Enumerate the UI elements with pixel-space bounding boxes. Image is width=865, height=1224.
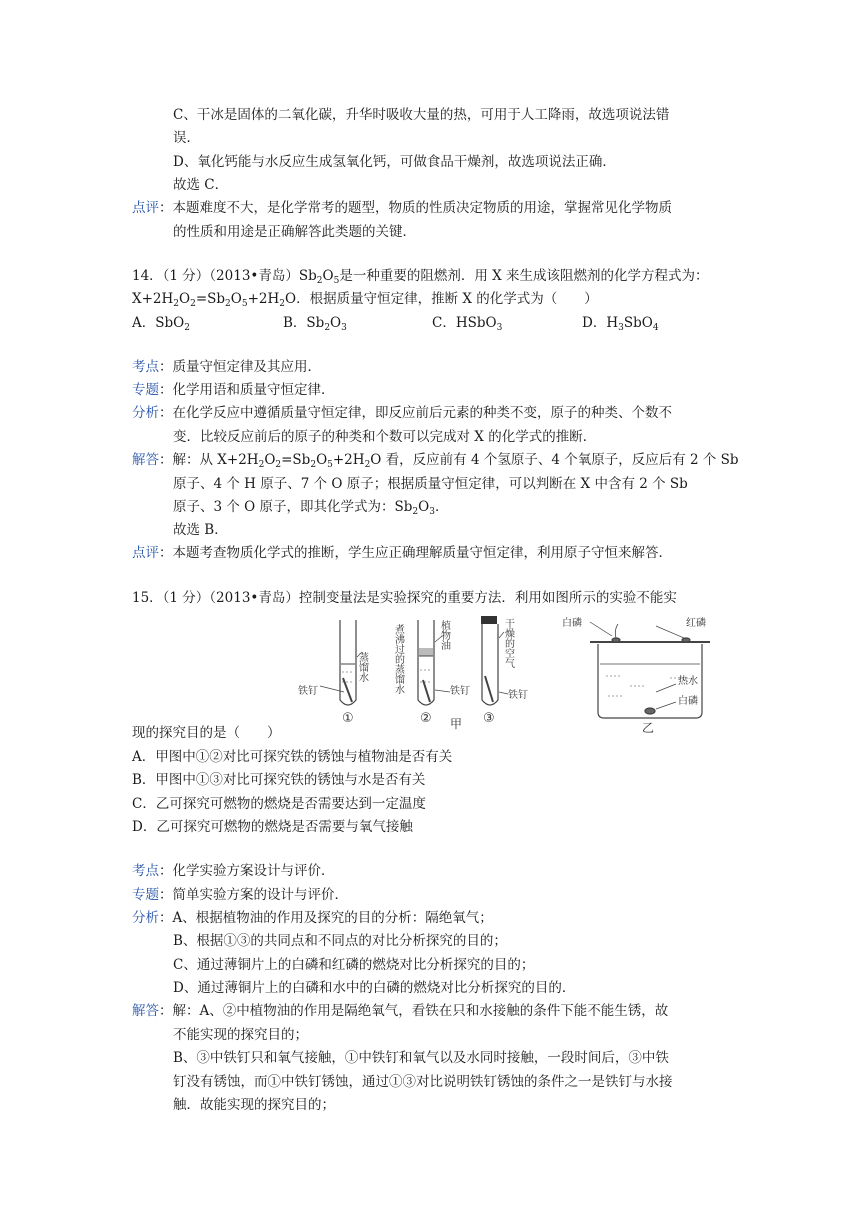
subscript: 2 [324,323,331,333]
dianping-text: ：本题考查物质化学式的推断，学生应正确理解质量守恒定律，利用原子守恒来解答． [159,545,672,561]
stem-text: O [179,291,191,307]
q15-kaodian [132,860,335,882]
subscript: 2 [412,507,419,517]
q14-option-d [582,312,659,334]
label-dry-air: 干燥的空气 [502,618,514,668]
jieda-text: O 看，反应前有 4 个氢原子、4 个氧原子，反应后有 2 个 Sb [370,452,739,468]
zhuanti-text: ：简单实验方案的设计与评价． [159,887,348,903]
comment-line [132,197,672,219]
subscript: 3 [496,323,503,333]
stem-text: =Sb [195,291,226,307]
fenxi-text: ：A、根据植物油的作用及探究的目的分析：隔绝氧气； [159,910,493,926]
stem-text: O．根据质量守恒定律，推断 X 的化学式为（ ） [285,291,598,307]
text-line: 现的探究目的是（ ） [132,725,281,741]
q14-jieda [132,449,739,471]
q14-option-b [283,312,347,334]
q14-stem [132,265,709,287]
experiment-figure [290,612,730,740]
q14-kaodian [132,356,321,378]
kaodian-text: ：质量守恒定律及其应用． [159,359,321,375]
q15-option-d: D．乙可探究可燃物的燃烧是否需要与氧气接触 [132,819,413,835]
text-line: 不能实现的探究目的； [173,1027,308,1043]
subscript: 5 [327,460,333,470]
q15-option-a: A．甲图中①②对比可探究铁的锈蚀与植物油是否有关 [132,749,453,765]
jieda-text: =Sb [281,452,311,468]
text-line: 原子、4 个 H 原子、7 个 O 原子；根据质量守恒定律，可以判断在 X 中含有 2 个 Sb [173,476,688,492]
jieda-text: O [316,452,328,468]
label-white-phosphorus-bottom: 白磷 [678,696,698,707]
stem-text: O [322,268,334,284]
q15-option-c: C．乙可探究可燃物的燃烧是否需要达到一定温度 [132,796,426,812]
subscript: 2 [316,276,323,286]
text-line: 钉没有锈蚀，而①中铁钉锈蚀，通过①③对比说明铁钉锈蚀的条件之一是铁钉与水接 [173,1074,673,1090]
subscript: 2 [184,323,190,333]
subscript: 2 [190,299,196,309]
text-line [173,496,448,518]
text-line: 误． [173,130,200,146]
subscript: 3 [429,507,435,517]
comment-text: ：本题难度不大，是化学常考的题型，物质的性质决定物质的用途，掌握常见化学物质 [159,200,672,216]
label-tube-3-number: ③ [483,711,495,726]
dianping-label: 点评 [132,545,159,561]
text-line: B、根据①③的共同点和不同点的对比分析探究的目的； [173,933,507,949]
text-line: 故选 B． [173,522,228,538]
text-line: 变．比较反应前后的原子的种类和个数可以完成对 X 的化学式的推断． [173,429,597,445]
jieda-text: O [418,499,430,515]
label-jia: 甲 [450,717,463,731]
option-text: SbO [623,315,653,331]
stem-text: 是一种重要的阻燃剂．用 X 来生成该阻燃剂的化学方程式为： [339,268,709,284]
subscript: 5 [241,299,248,309]
jieda-text: +2H [332,452,365,468]
label-distilled-water-1: 蒸馏水 [356,652,368,682]
stem-text: 14．（1 分）（2013•青岛）Sb [132,268,317,284]
subscript: 2 [173,299,180,309]
subscript: 2 [225,299,231,309]
q14-option-c [432,312,502,334]
text-line: B、③中铁钉只和氧气接触，①中铁钉和氧气以及水同时接触，一段时间后，③中铁 [173,1050,669,1066]
subscript: 4 [652,323,659,333]
fenxi-label: 分析 [132,405,159,421]
text-line: D、通过薄铜片上的白磷和水中的白磷的燃烧对比分析探究的目的． [173,980,576,996]
stem-text: +2H [247,291,280,307]
label-hot-water: 热水 [678,676,698,687]
text-line: C、干冰是固体的二氧化碳，升华时吸收大量的热，可用于人工降雨，故选项说法错 [173,107,670,123]
q14-dianping [132,542,672,564]
fenxi-label: 分析 [132,910,159,926]
option-text: A．SbO [132,315,185,331]
stem-text: O [230,291,242,307]
q15-stem: 15．（1 分）（2013•青岛）控制变量法是实验探究的重要方法．利用如图所示的实验不能实 [132,590,677,606]
option-text: O [330,315,342,331]
zhuanti-label: 专题 [132,382,159,398]
label-tube-2-number: ② [420,711,432,726]
label-nail-1: 铁钉 [298,686,318,697]
q15-jieda [132,1000,668,1022]
jieda-text: ． [434,499,449,515]
jieda-text: ：解：从 X+2H [159,452,259,468]
label-yi: 乙 [642,721,655,735]
subscript: 2 [364,460,371,470]
q14-equation-line [132,288,598,310]
text-line: C、通过薄铜片上的白磷和红磷的燃烧对比分析探究的目的； [173,957,535,973]
stem-text: X+2H [132,291,174,307]
label-nail-2: 铁钉 [450,686,470,697]
subscript: 3 [341,323,347,333]
option-text: D．H [582,315,619,331]
label-nail-3: 铁钉 [508,690,528,701]
kaodian-label: 考点 [132,863,159,879]
q14-option-a [132,312,190,334]
text-line: 触．故能实现的探究目的； [173,1097,335,1113]
label-red-phosphorus: 红磷 [686,618,706,629]
subscript: 3 [618,323,624,333]
option-text: C．HSbO [432,315,497,331]
fenxi-text: ：在化学反应中遵循质量守恒定律，即反应前后元素的种类不变，原子的种类、个数不 [159,405,672,421]
comment-label: 点评 [132,200,159,216]
q14-fenxi [132,402,672,424]
q15-zhuanti [132,884,348,906]
subscript: 2 [310,460,317,470]
jieda-text: O [264,452,276,468]
kaodian-label: 考点 [132,359,159,375]
subscript: 2 [275,460,282,470]
label-boiled-water: 煮沸过的蒸馏水 [392,624,404,694]
label-tube-1-number: ① [342,711,354,726]
jieda-text: 原子、3 个 O 原子，即其化学式为：Sb [173,499,413,515]
subscript: 2 [279,299,286,309]
label-vegetable-oil: 植物油 [438,620,450,650]
option-text: B．Sb [283,315,325,331]
q14-zhuanti [132,379,335,401]
text-line: 的性质和用途是正确解答此类题的关键． [173,224,416,240]
jieda-text: ：解：A、②中植物油的作用是隔绝氧气，看铁在只和水接触的条件下能不能生锈，故 [159,1003,669,1019]
kaodian-text: ：化学实验方案设计与评价． [159,863,335,879]
zhuanti-text: ：化学用语和质量守恒定律． [159,382,335,398]
subscript: 2 [258,460,265,470]
text-line: D、氧化钙能与水反应生成氢氧化钙，可做食品干燥剂，故选项说法正确． [173,154,616,170]
jieda-label: 解答 [132,452,159,468]
text-line: 故选 C． [173,177,229,193]
q15-option-b: B．甲图中①③对比可探究铁的锈蚀与水是否有关 [132,772,426,788]
zhuanti-label: 专题 [132,887,159,903]
label-white-phosphorus-top: 白磷 [562,618,582,629]
jieda-label: 解答 [132,1003,159,1019]
q15-fenxi [132,907,493,929]
subscript: 5 [333,276,340,286]
